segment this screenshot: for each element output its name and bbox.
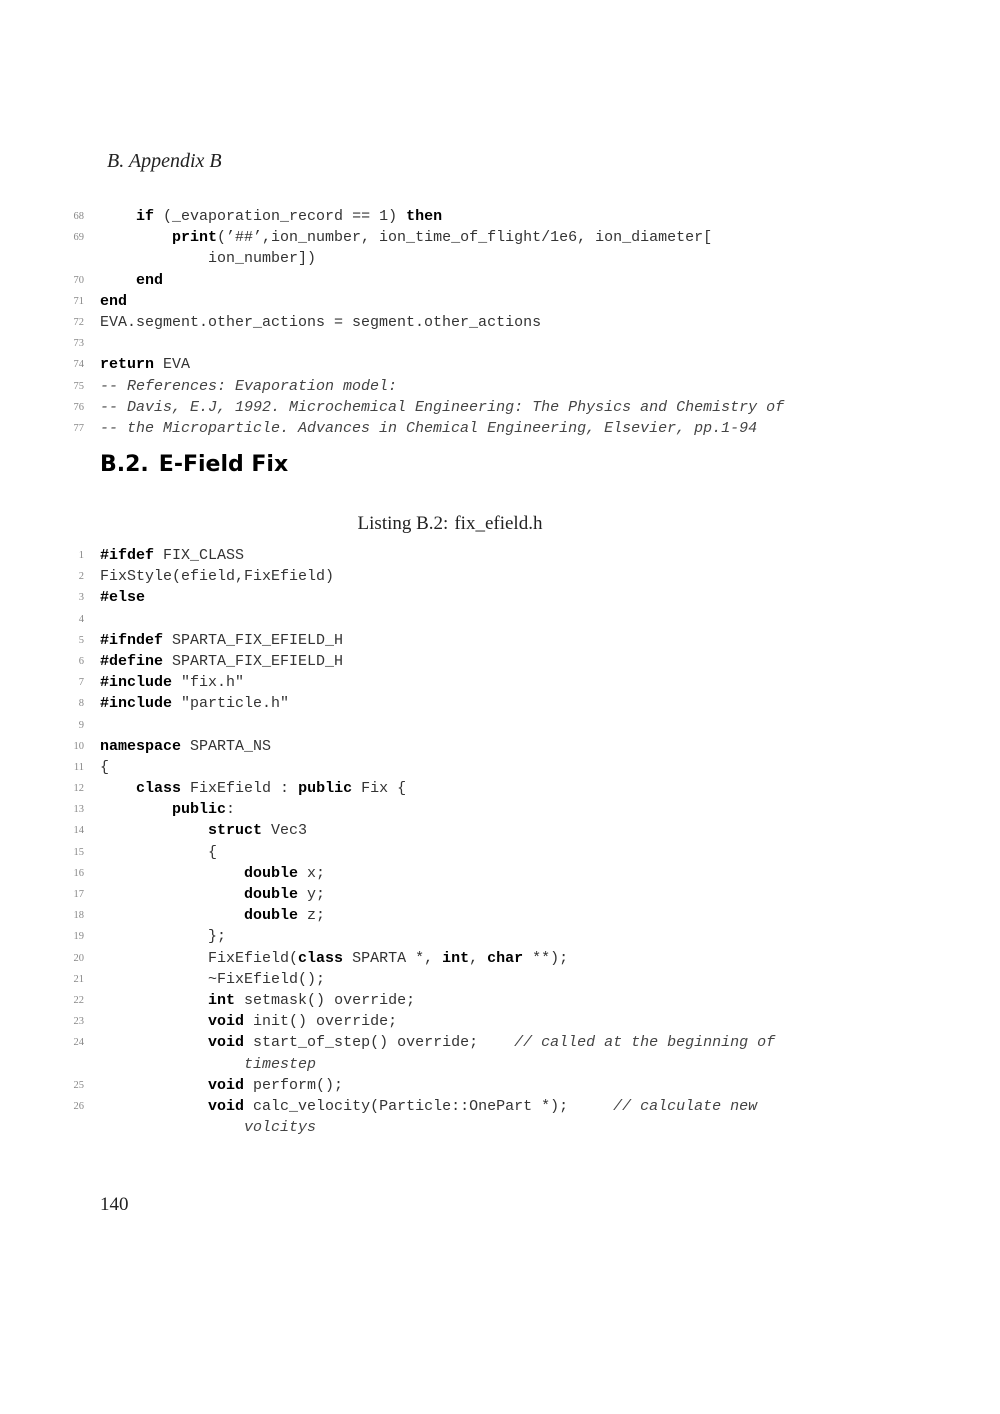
line-number: 2 bbox=[78, 571, 84, 583]
code-line bbox=[0, 354, 1000, 375]
code-text bbox=[100, 926, 226, 947]
line-number: 19 bbox=[73, 931, 84, 943]
code-text bbox=[100, 376, 397, 397]
code-line bbox=[0, 609, 1000, 630]
code-line bbox=[0, 863, 1000, 884]
code-token: setmask() override; bbox=[235, 991, 416, 1009]
code-comment: // calculate new bbox=[613, 1097, 758, 1115]
code-text bbox=[100, 757, 109, 778]
code-token bbox=[100, 1077, 208, 1094]
code-keyword: #ifdef bbox=[100, 547, 155, 564]
line-number: 8 bbox=[78, 698, 84, 710]
code-token bbox=[100, 992, 208, 1009]
code-keyword: void bbox=[208, 1013, 245, 1031]
code-token: EVA bbox=[154, 356, 191, 374]
code-line bbox=[0, 1011, 1000, 1032]
code-text bbox=[100, 630, 343, 651]
line-number: 15 bbox=[73, 846, 84, 858]
code-line bbox=[0, 820, 1000, 841]
code-line bbox=[0, 693, 1000, 714]
line-number: 69 bbox=[73, 232, 84, 244]
code-text bbox=[100, 291, 127, 312]
code-line bbox=[0, 1075, 1000, 1096]
code-keyword: void bbox=[208, 1034, 245, 1052]
code-text bbox=[100, 545, 244, 566]
code-keyword: print bbox=[172, 229, 218, 247]
code-line bbox=[0, 227, 1000, 269]
code-keyword: return bbox=[100, 356, 155, 374]
code-token: }; bbox=[100, 928, 227, 946]
line-number: 1 bbox=[78, 550, 84, 561]
code-keyword: public bbox=[298, 780, 353, 798]
section-title: E-Field Fix bbox=[158, 452, 289, 477]
code-token: **); bbox=[523, 949, 569, 967]
code-keyword: end bbox=[136, 271, 164, 289]
code-token: { bbox=[100, 843, 218, 861]
line-number: 26 bbox=[73, 1100, 84, 1112]
code-token: Vec3 bbox=[262, 822, 308, 840]
line-number: 10 bbox=[73, 740, 84, 752]
code-text bbox=[100, 1032, 775, 1074]
code-text bbox=[100, 969, 325, 990]
line-number: 21 bbox=[73, 973, 84, 985]
line-number: 24 bbox=[73, 1037, 84, 1049]
code-text bbox=[100, 312, 541, 333]
code-text bbox=[100, 354, 190, 375]
code-line bbox=[0, 842, 1000, 863]
code-text bbox=[100, 736, 271, 757]
code-token bbox=[100, 907, 244, 924]
code-token: SPARTA_NS bbox=[181, 737, 272, 755]
code-text bbox=[100, 206, 442, 227]
code-token bbox=[100, 780, 136, 797]
code-text bbox=[100, 418, 757, 439]
code-keyword: double bbox=[244, 886, 299, 903]
code-token bbox=[100, 1098, 208, 1115]
code-keyword: double bbox=[244, 907, 299, 925]
running-head: B. Appendix B bbox=[107, 150, 222, 172]
code-token bbox=[100, 865, 244, 882]
code-token: init() override; bbox=[244, 1013, 398, 1031]
code-keyword: end bbox=[100, 292, 128, 310]
code-token: ~FixEfield(); bbox=[100, 970, 326, 988]
code-token bbox=[100, 886, 244, 903]
code-token: "particle.h" bbox=[172, 695, 290, 713]
code-line bbox=[0, 969, 1000, 990]
line-number: 70 bbox=[73, 274, 84, 286]
line-number: 3 bbox=[78, 592, 84, 604]
code-text bbox=[100, 905, 325, 926]
line-number: 77 bbox=[73, 422, 84, 434]
code-token bbox=[100, 208, 136, 225]
code-text bbox=[100, 842, 217, 863]
code-token: (_evaporation_record == 1) bbox=[154, 208, 407, 225]
code-text bbox=[100, 1096, 757, 1138]
line-number: 22 bbox=[73, 994, 84, 1006]
code-text bbox=[100, 693, 289, 714]
code-line bbox=[0, 948, 1000, 969]
code-line bbox=[0, 418, 1000, 439]
code-token: perform(); bbox=[244, 1076, 344, 1094]
code-keyword: if bbox=[136, 208, 155, 225]
line-number: 74 bbox=[73, 359, 84, 371]
code-token: { bbox=[100, 758, 110, 776]
code-token: y; bbox=[298, 886, 326, 903]
code-line bbox=[0, 672, 1000, 693]
code-block-evaporation bbox=[0, 206, 1000, 439]
section-number: B.2. bbox=[100, 452, 149, 477]
code-keyword: #else bbox=[100, 589, 146, 607]
code-text bbox=[100, 587, 145, 608]
code-text bbox=[100, 990, 415, 1011]
code-block-fix-efield bbox=[0, 545, 1000, 1138]
line-number: 18 bbox=[73, 910, 84, 922]
code-text bbox=[100, 884, 325, 905]
line-number: 14 bbox=[73, 825, 84, 837]
code-token: start_of_step() override; bbox=[244, 1034, 515, 1052]
code-token bbox=[100, 1034, 208, 1051]
section-heading bbox=[100, 452, 288, 477]
line-number: 75 bbox=[73, 380, 84, 392]
code-line bbox=[0, 397, 1000, 418]
code-text bbox=[100, 566, 334, 587]
code-token: x; bbox=[298, 864, 326, 882]
code-token: : bbox=[226, 801, 236, 819]
code-line bbox=[0, 799, 1000, 820]
code-keyword: class bbox=[136, 780, 182, 798]
code-comment: // called at the beginning of bbox=[514, 1034, 776, 1052]
code-token: "fix.h" bbox=[172, 674, 245, 692]
code-token: Fix { bbox=[352, 780, 407, 798]
code-text bbox=[100, 778, 406, 799]
code-line bbox=[0, 312, 1000, 333]
code-token bbox=[100, 1013, 208, 1030]
line-number: 23 bbox=[73, 1016, 84, 1028]
code-text bbox=[100, 863, 325, 884]
code-keyword: #ifndef bbox=[100, 631, 164, 649]
code-comment: -- Davis, E.J, 1992. Microchemical Engineering: The Physics and Chemistry of bbox=[100, 398, 785, 416]
listing-filename: fix_efield.h bbox=[454, 513, 543, 534]
line-number: 4 bbox=[78, 613, 84, 625]
code-keyword: int bbox=[208, 991, 236, 1009]
code-token bbox=[100, 801, 172, 818]
code-keyword: struct bbox=[208, 822, 263, 840]
code-token bbox=[100, 822, 208, 839]
code-text bbox=[100, 397, 784, 418]
code-line bbox=[0, 736, 1000, 757]
code-token bbox=[100, 272, 136, 289]
code-line bbox=[0, 757, 1000, 778]
line-number: 16 bbox=[73, 867, 84, 879]
code-token: FixStyle(efield,FixEfield) bbox=[100, 568, 335, 586]
code-token: SPARTA *, bbox=[343, 949, 443, 967]
code-text bbox=[100, 820, 307, 841]
line-number: 72 bbox=[73, 316, 84, 328]
page-number: 140 bbox=[100, 1194, 129, 1215]
line-number: 68 bbox=[73, 211, 84, 222]
code-continuation: volcitys bbox=[100, 1119, 317, 1137]
code-line bbox=[0, 1032, 1000, 1074]
code-token bbox=[100, 229, 172, 246]
code-token: SPARTA_FIX_EFIELD_H bbox=[163, 652, 344, 670]
code-line bbox=[0, 651, 1000, 672]
code-line bbox=[0, 905, 1000, 926]
code-token: (’##’,ion_number, ion_time_of_flight/1e6, ion_diameter[ bbox=[217, 229, 713, 247]
code-line bbox=[0, 778, 1000, 799]
code-keyword: public bbox=[172, 801, 227, 819]
code-text bbox=[100, 227, 712, 269]
code-keyword: #define bbox=[100, 652, 164, 670]
code-comment: -- the Microparticle. Advances in Chemical Engineering, Elsevier, pp.1-94 bbox=[100, 419, 758, 437]
code-line bbox=[0, 333, 1000, 354]
code-text bbox=[100, 1075, 343, 1096]
code-text bbox=[100, 672, 244, 693]
code-line bbox=[0, 884, 1000, 905]
code-token: SPARTA_FIX_EFIELD_H bbox=[163, 631, 344, 649]
code-keyword: #include bbox=[100, 695, 173, 713]
code-line bbox=[0, 715, 1000, 736]
code-keyword: char bbox=[487, 949, 524, 967]
code-keyword: class bbox=[298, 949, 344, 967]
code-token: FIX_CLASS bbox=[154, 547, 245, 564]
listing-caption bbox=[0, 513, 900, 535]
line-number: 25 bbox=[73, 1079, 84, 1091]
code-keyword: then bbox=[406, 208, 443, 225]
code-line bbox=[0, 630, 1000, 651]
code-keyword: double bbox=[244, 864, 299, 882]
code-token: EVA.segment.other_actions = segment.other_actions bbox=[100, 313, 542, 331]
code-text bbox=[100, 270, 163, 291]
code-keyword: void bbox=[208, 1097, 245, 1115]
code-line bbox=[0, 566, 1000, 587]
code-line bbox=[0, 990, 1000, 1011]
code-keyword: void bbox=[208, 1076, 245, 1094]
code-line bbox=[0, 206, 1000, 227]
code-text bbox=[100, 948, 568, 969]
code-line bbox=[0, 376, 1000, 397]
code-token: calc_velocity(Particle::OnePart *); bbox=[244, 1097, 614, 1115]
code-keyword: #include bbox=[100, 674, 173, 692]
line-number: 13 bbox=[73, 804, 84, 816]
code-continuation: ion_number]) bbox=[100, 250, 317, 268]
code-text bbox=[100, 799, 235, 820]
line-number: 7 bbox=[78, 677, 84, 689]
code-token: z; bbox=[298, 907, 326, 925]
code-keyword: int bbox=[442, 949, 470, 967]
line-number: 12 bbox=[73, 783, 84, 795]
code-line bbox=[0, 926, 1000, 947]
code-keyword: namespace bbox=[100, 737, 182, 755]
line-number: 73 bbox=[73, 338, 84, 350]
line-number: 9 bbox=[78, 719, 84, 731]
line-number: 5 bbox=[78, 634, 84, 646]
code-line bbox=[0, 545, 1000, 566]
line-number: 71 bbox=[73, 295, 84, 307]
code-line bbox=[0, 587, 1000, 608]
line-number: 20 bbox=[73, 952, 84, 964]
code-token: , bbox=[469, 949, 488, 967]
line-number: 17 bbox=[73, 889, 84, 900]
code-comment: -- References: Evaporation model: bbox=[100, 377, 398, 395]
code-text bbox=[100, 651, 343, 672]
line-number: 11 bbox=[73, 761, 84, 773]
code-token: FixEfield( bbox=[100, 949, 299, 967]
code-text bbox=[100, 1011, 397, 1032]
line-number: 76 bbox=[73, 401, 84, 413]
listing-label: Listing B.2: bbox=[357, 513, 449, 534]
code-continuation: timestep bbox=[100, 1055, 317, 1073]
code-line bbox=[0, 270, 1000, 291]
code-line bbox=[0, 291, 1000, 312]
line-number: 6 bbox=[78, 655, 84, 667]
code-token: FixEfield : bbox=[181, 780, 299, 798]
code-line bbox=[0, 1096, 1000, 1138]
